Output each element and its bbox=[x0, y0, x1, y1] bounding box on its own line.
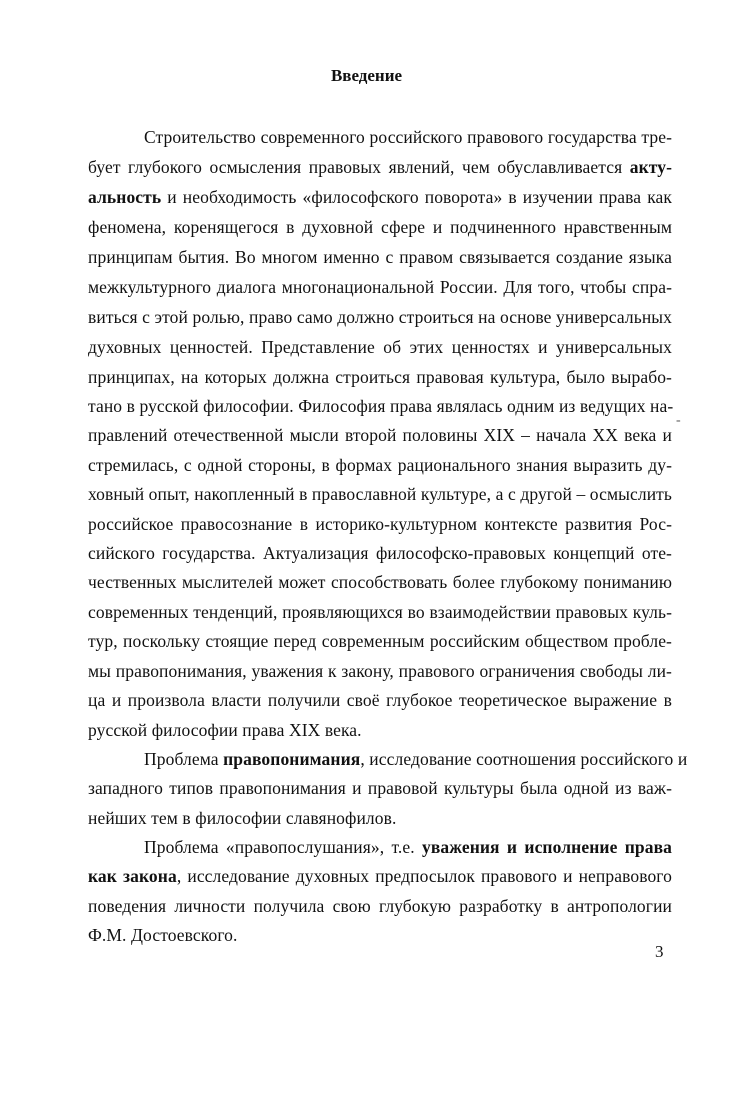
paragraph-1-line-7: виться с этой ролью, право само должно строиться на основе универсальных bbox=[88, 307, 672, 327]
paragraph-1-line-18: тур, поскольку стоящие перед современным российским обществом пробле- bbox=[88, 631, 672, 651]
paragraph-1-line-13: ховный опыт, накопленный в православной культуре, а с другой – осмыслить bbox=[88, 484, 672, 504]
paragraph-1-line-3: альность и необходимость «философского поворота» в изучении права как bbox=[88, 187, 672, 207]
paragraph-1-line-9: принципах, на которых должна строиться правовая культура, было вырабо- bbox=[88, 367, 672, 387]
paragraph-1-line-15: сийского государства. Актуализация философско-правовых концепций оте- bbox=[88, 543, 672, 563]
paragraph-1-line-12: стремилась, с одной стороны, в формах рационального знания выразить ду- bbox=[88, 455, 672, 475]
paragraph-1-line-11: правлений отечественной мысли второй половины XIX – начала XX века и bbox=[88, 425, 672, 445]
paragraph-1-line-16: чественных мыслителей может способствовать более глубокому пониманию bbox=[88, 572, 672, 592]
paragraph-1-line-19: мы правопонимания, уважения к закону, правового ограничения свободы ли- bbox=[88, 661, 672, 681]
paragraph-1-line-17: современных тенденций, проявляющихся во взаимодействии правовых куль- bbox=[88, 602, 672, 622]
paragraph-1-line-21: русской философии права XIX века. bbox=[88, 720, 362, 740]
paragraph-1-line-2: бует глубокого осмысления правовых явлений, чем обуславливается акту- bbox=[88, 157, 672, 177]
paragraph-1-line-5: принципам бытия. Во многом именно с правом связывается создание языка bbox=[88, 247, 672, 267]
paragraph-1-line-1: Строительство современного российского правового государства тре- bbox=[144, 127, 672, 147]
paragraph-3-line-1: Проблема «правопослушания», т.е. уважения и исполнение права bbox=[144, 837, 672, 857]
paragraph-1-line-8: духовных ценностей. Представление об этих ценностях и универсальных bbox=[88, 337, 672, 357]
paragraph-1-line-20: ца и произвола власти получили своё глубокое теоретическое выражение в bbox=[88, 690, 672, 710]
paragraph-3-line-2: как закона, исследование духовных предпосылок правового и неправового bbox=[88, 866, 672, 886]
paragraph-3-line-3: поведения личности получила свою глубокую разработку в антропологии bbox=[88, 896, 672, 916]
paragraph-3-line-4: Ф.М. Достоевского. bbox=[88, 925, 238, 945]
paragraph-2-line-3: нейших тем в философии славянофилов. bbox=[88, 808, 397, 828]
page-title: Введение bbox=[330, 66, 403, 85]
paragraph-2-line-1: Проблема правопонимания, исследование соотношения российского и bbox=[144, 749, 688, 769]
paragraph-2-line-2: западного типов правопонимания и правовой культуры была одной из важ- bbox=[88, 778, 672, 798]
paragraph-1-line-14: российское правосознание в историко-культурном контексте развития Рос- bbox=[88, 514, 672, 534]
stray-mark: - bbox=[676, 413, 681, 428]
page-number: 3 bbox=[655, 942, 664, 961]
paragraph-1-line-10: тано в русской философии. Философия права являлась одним из ведущих на- bbox=[88, 396, 674, 416]
paragraph-1-line-6: межкультурного диалога многонациональной России. Для того, чтобы спра- bbox=[88, 277, 672, 297]
paragraph-1-line-4: феномена, коренящегося в духовной сфере и подчиненного нравственным bbox=[88, 217, 672, 237]
